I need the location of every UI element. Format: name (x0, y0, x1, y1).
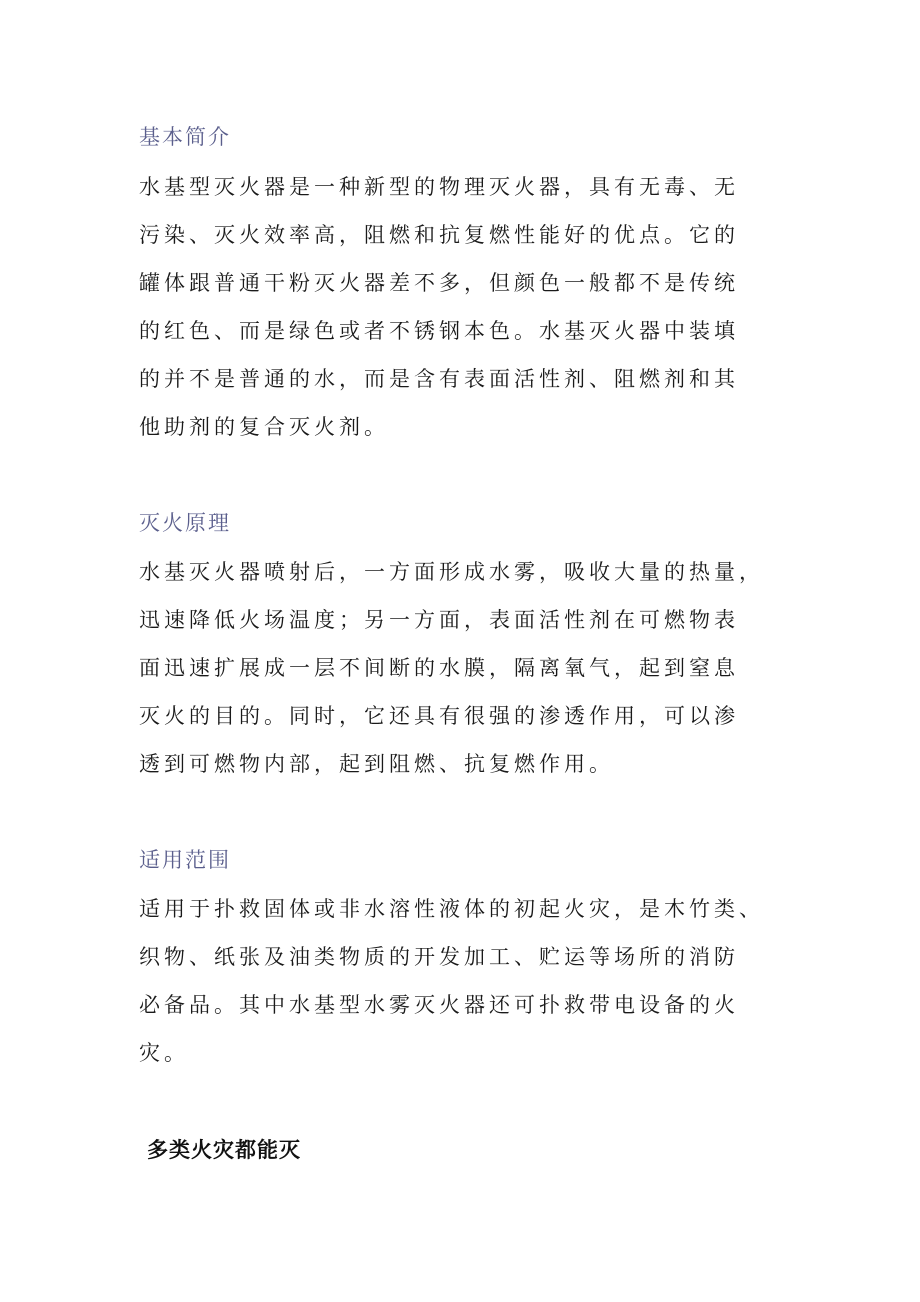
section-heading-scope: 适用范围 (139, 848, 231, 872)
intro-line-1: 水基型灭火器是一种新型的物理灭火器，具有无毒、无 (139, 175, 739, 199)
scope-line-4: 灾。 (139, 1041, 189, 1065)
principle-line-3: 面迅速扩展成一层不间断的水膜，隔离氧气，起到窒息 (139, 656, 739, 680)
principle-line-1: 水基灭火器喷射后，一方面形成水雾，吸收大量的热量， (139, 560, 764, 584)
scope-line-1: 适用于扑救固体或非水溶性液体的初起火灾，是木竹类、 (139, 897, 764, 921)
bold-heading-fire-types: 多类火灾都能灭 (147, 1138, 301, 1162)
scope-line-3: 必备品。其中水基型水雾灭火器还可扑救带电设备的火 (139, 993, 739, 1017)
scope-line-2: 织物、纸张及油类物质的开发加工、贮运等场所的消防 (139, 945, 739, 969)
section-heading-intro: 基本简介 (139, 125, 231, 149)
principle-line-5: 透到可燃物内部，起到阻燃、抗复燃作用。 (139, 752, 614, 776)
principle-line-2: 迅速降低火场温度；另一方面，表面活性剂在可燃物表 (139, 608, 739, 632)
intro-line-3: 罐体跟普通干粉灭火器差不多，但颜色一般都不是传统 (139, 271, 739, 295)
intro-line-2: 污染、灭火效率高，阻燃和抗复燃性能好的优点。它的 (139, 223, 739, 247)
intro-line-4: 的红色、而是绿色或者不锈钢本色。水基灭火器中装填 (139, 319, 739, 343)
intro-line-6: 他助剂的复合灭火剂。 (139, 415, 389, 439)
intro-line-5: 的并不是普通的水，而是含有表面活性剂、阻燃剂和其 (139, 367, 739, 391)
principle-line-4: 灭火的目的。同时，它还具有很强的渗透作用，可以渗 (139, 704, 739, 728)
section-heading-principle: 灭火原理 (139, 511, 231, 535)
